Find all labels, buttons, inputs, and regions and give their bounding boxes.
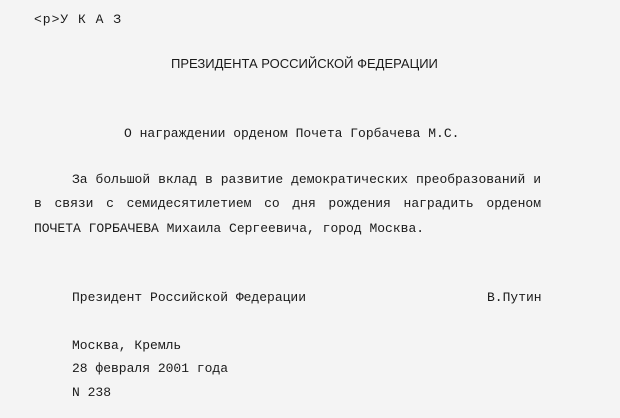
decree-subject: О награждении орденом Почета Горбачева М.С. <box>124 126 460 141</box>
body-text-line-1: За большой вклад в развитие демократических преобразований и <box>72 172 541 187</box>
issue-place: Москва, Кремль <box>72 338 182 353</box>
signature-name: В.Путин <box>487 290 542 305</box>
decree-header: <p>У К А З <box>34 12 123 27</box>
body-text-line-2: в связи с семидесятилетием со дня рождения наградить орденом <box>34 196 541 211</box>
decree-number: N 238 <box>72 385 112 400</box>
body-text-line-3: ПОЧЕТА ГОРБАЧЕВА Михаила Сергеевича, город Москва. <box>34 221 425 236</box>
signature-title: Президент Российской Федерации <box>72 290 307 305</box>
issue-date: 28 февраля 2001 года <box>72 361 229 376</box>
decree-title: ПРЕЗИДЕНТА РОССИЙСКОЙ ФЕДЕРАЦИИ <box>171 56 438 71</box>
body-paragraph-line-1 <box>34 172 541 188</box>
